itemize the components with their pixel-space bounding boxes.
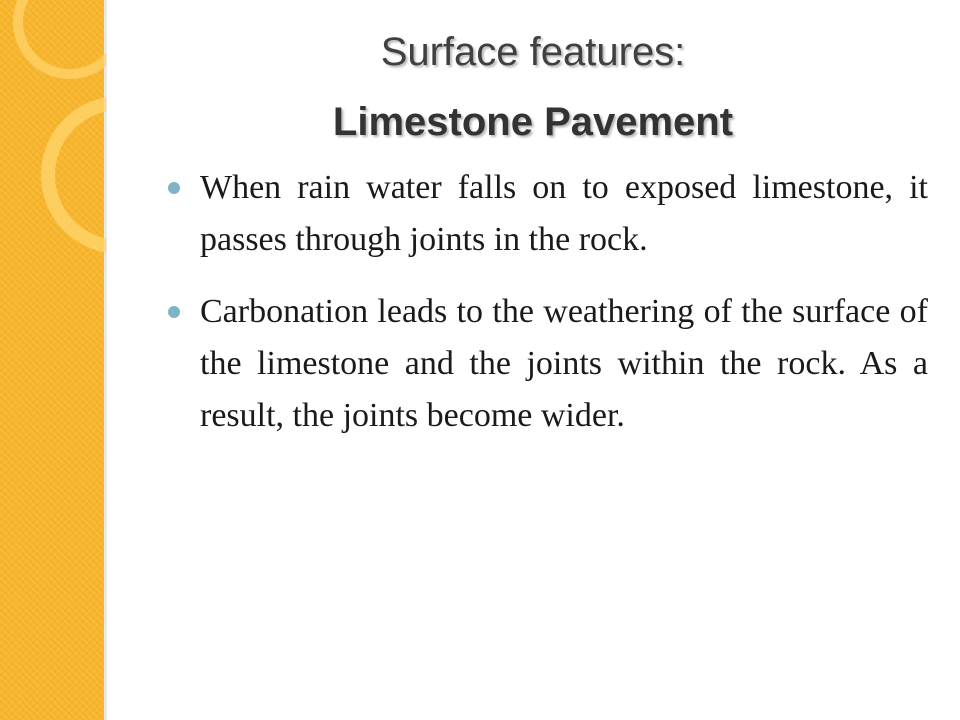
slide-title: Surface features: xyxy=(380,30,686,74)
decorative-circles xyxy=(0,0,106,260)
slide-subtitle xyxy=(106,98,960,146)
decorative-arc-top xyxy=(18,0,106,74)
bullet-item xyxy=(160,162,928,266)
bullet-dot-icon xyxy=(168,182,180,194)
bullet-text: Carbonation leads to the weathering of the surface of the limestone and the joints within the rock. As a result, the joints become wider. xyxy=(200,293,928,434)
bullet-dot-icon xyxy=(168,306,180,318)
decorative-ring xyxy=(48,103,106,247)
bullet-item xyxy=(160,286,928,442)
bullet-list xyxy=(160,162,928,462)
slide-subtitle-text: Limestone Pavement xyxy=(332,100,734,144)
bullet-text: When rain water falls on to exposed limestone, it passes through joints in the rock. xyxy=(200,169,928,258)
